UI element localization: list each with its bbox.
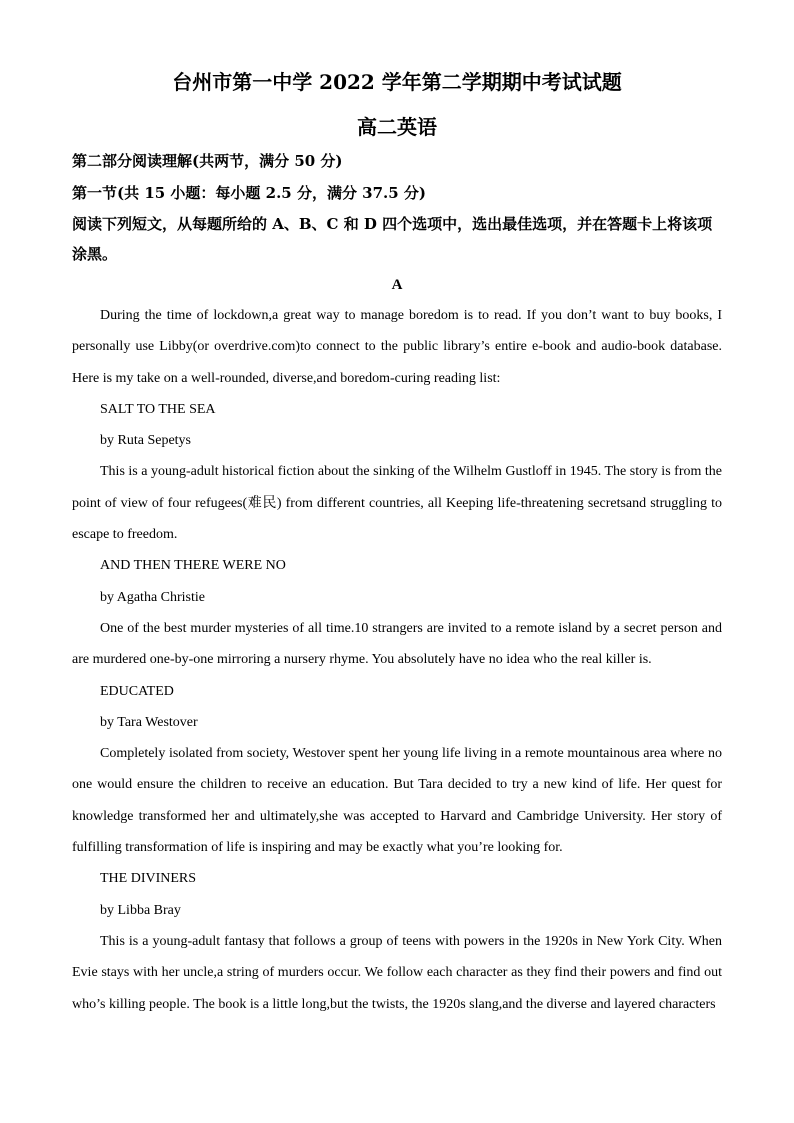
passage-body	[72, 300, 722, 1020]
book-description: One of the best murder mysteries of all time.10 strangers are invited to a remote island by a secret person and are murdered one-by-one mirroring a nursery rhyme. You absolutely have no idea who the real killer is.	[72, 620, 722, 668]
book-author: by Agatha Christie	[100, 589, 205, 605]
part-heading: 第二部分阅读理解(共两节，满分 50 分)	[72, 152, 343, 170]
book-title: AND THEN THERE WERE NO	[100, 558, 286, 574]
book-title: THE DIVINERS	[100, 871, 197, 887]
directions-text: 阅读下列短文，从每题所给的 A、B、C 和 D 四个选项中，选出最佳选项，并在答题卡上将该项涂黑。	[72, 215, 713, 263]
passage-intro: During the time of lockdown,a great way to manage boredom is to read. If you don’t want to buy books, I personally use Libby(or overdrive.com)to connect to the public library’s entire e-book and audio-book database. Here is my take on a well-rounded, diverse,and boredom-curing reading list:	[72, 308, 722, 386]
exam-title: 台州市第一中学 2022 学年第二学期期中考试试题	[172, 70, 622, 94]
book-description: This is a young-adult fantasy that follows a group of teens with powers in the 1920s in New York City. When Evie stays with her uncle,a string of murders occur. We follow each character as they find their powers and find out who’s killing people. The book is a little long,but the twists, the 1920s slang,and the diverse and layered characters	[72, 933, 722, 1012]
book-title: SALT TO THE SEA	[100, 401, 216, 417]
book-description: This is a young-adult historical fiction about the sinking of the Wilhelm Gustloff in 1945. The story is from the point of view of four refugees(难民) from different countries, all Keeping life-threatening secretsand struggling to escape to freedom.	[72, 464, 722, 543]
book-author: by Ruta Sepetys	[100, 433, 191, 449]
section-heading: 第一节(共 15 小题：每小题 2.5 分，满分 37.5 分)	[72, 184, 427, 202]
book-author: by Tara Westover	[100, 714, 198, 730]
exam-subtitle: 高二英语	[357, 115, 437, 139]
book-title: EDUCATED	[100, 683, 174, 699]
book-description: Completely isolated from society, Westover spent her young life living in a remote mountainous area where no one would ensure the children to receive an education. But Tara decided to try a new kind of life. Her quest for knowledge transformed her and ultimately,she was accepted to Harvard and Cambridge University. Her story of fulfilling transformation of life is inspiring and may be exactly what you’re looking for.	[72, 746, 722, 856]
book-author: by Libba Bray	[100, 902, 181, 918]
passage-label: A	[391, 277, 403, 293]
